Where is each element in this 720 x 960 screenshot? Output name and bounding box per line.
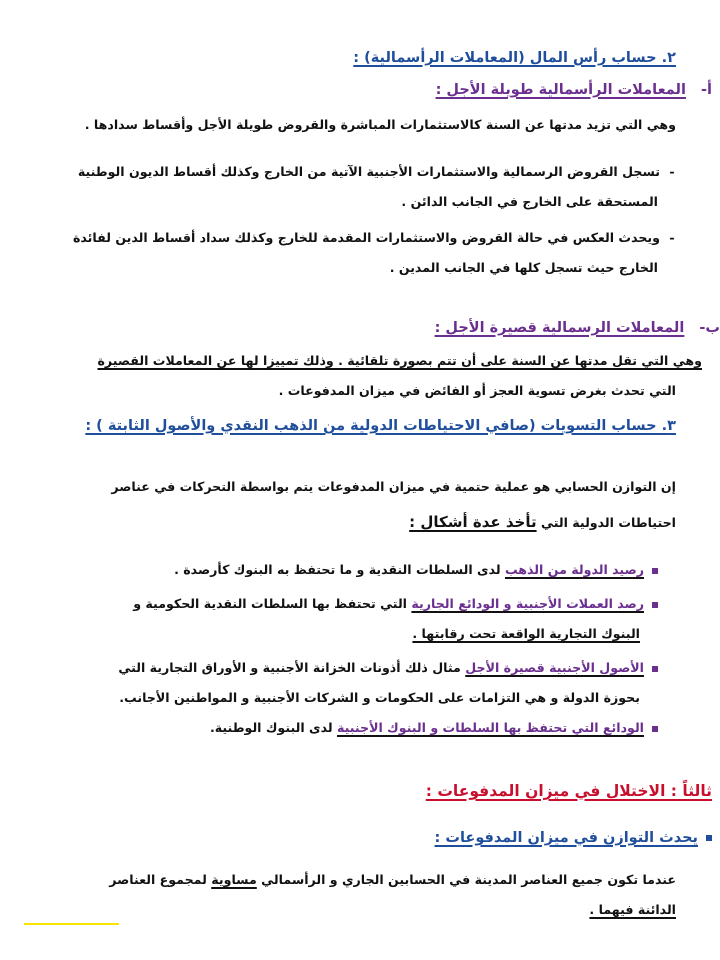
square-bullet-icon: [652, 568, 658, 574]
bullet-line: المستحقة على الخارج في الجانب الدائن .: [401, 194, 658, 209]
section-3-intro: إن التوازن الحسابي هو عملية حتمية في ميزان المدفوعات يتم بواسطة التحركات في عناصر: [111, 479, 676, 494]
subsection-a-marker: أ-: [701, 82, 712, 98]
list-item: الودائع التي تحتفظ بها السلطات و البنوك الأجنبية لدى البنوك الوطنية.: [0, 720, 658, 735]
subsection-a-heading: أ- المعاملات الرأسمالية طويلة الأجل :: [435, 82, 712, 98]
square-bullet-icon: [652, 602, 658, 608]
list-item: الأصول الأجنبية قصيرة الأجل مثال ذلك أذونات الخزانة الأجنبية و الأوراق التجارية التي: [0, 660, 658, 675]
square-bullet-icon: [652, 726, 658, 732]
balance-line: عندما تكون جميع العناصر المدينة في الحسابين الجاري و الرأسمالي مساوية لمجموع العناصر: [109, 872, 676, 887]
square-bullet-icon: [652, 666, 658, 672]
list-item: رصيد الدولة من الذهب لدى السلطات النقدية و ما تحتفظ به البنوك كأرصدة .: [0, 562, 658, 577]
subsection-b-heading: ب- المعاملات الرسمالية قصيرة الأجل :: [434, 320, 720, 336]
square-bullet-icon: [706, 835, 712, 841]
bullet-line: -ويحدث العكس في حالة القروض والاستثمارات المقدمة للخارج وكذلك سداد أقساط الدين لفائدة: [72, 230, 675, 245]
balance-line: الدائنة فيهما .: [589, 902, 676, 917]
section-3-heading: ٣. حساب التسويات (صافي الاحتياطات الدولية من الذهب النقدي والأصول الثابتة ) :: [85, 418, 676, 434]
subsection-b-line: التي تحدث بغرض تسوية العجز أو الفائض في ميزان المدفوعات .: [278, 383, 676, 398]
subsection-b-marker: ب-: [699, 320, 720, 336]
section-2-heading: ٢. حساب رأس المال (المعاملات الرأسمالية) :: [353, 50, 676, 66]
dash-icon: -: [669, 230, 675, 245]
list-item-continuation: بحوزة الدولة و هي التزامات على الحكومات و الشركات الأجنبية و المواطنين الأجانب.: [119, 690, 640, 705]
highlight-mark: [24, 923, 119, 925]
bullet-line: -تسجل القروض الرسمالية والاستثمارات الأجنبية الآتية من الخارج وكذلك أقساط الديون الوطنية: [77, 164, 675, 179]
subsection-b-line: وهي التي تقل مدتها عن السنة على أن تتم بصورة تلقائية . وذلك تمييزا لها عن المعاملات القصيرة: [97, 353, 702, 368]
subsection-a-definition: وهي التي تزيد مدتها عن السنة كالاستثمارات المباشرة والقروض طويلة الأجل وأقساط سدادها .: [84, 117, 676, 132]
bullet-line: الخارج حيث تسجل كلها في الجانب المدين .: [389, 260, 658, 275]
list-item: رصد العملات الأجنبية و الودائع الجارية التي تحتفظ بها السلطات النقدية الحكومية و: [0, 596, 658, 611]
section-third-heading: ثالثاً : الاختلال في ميزان المدفوعات :: [425, 782, 712, 800]
balance-heading: يحدث التوازن في ميزان المدفوعات :: [0, 830, 712, 846]
list-item-continuation: البنوك التجارية الواقعة تحت رقابتها .: [412, 626, 640, 641]
dash-icon: -: [669, 164, 675, 179]
section-3-intro: احتياطات الدولية التي تأخذ عدة أشكال :: [409, 513, 676, 531]
